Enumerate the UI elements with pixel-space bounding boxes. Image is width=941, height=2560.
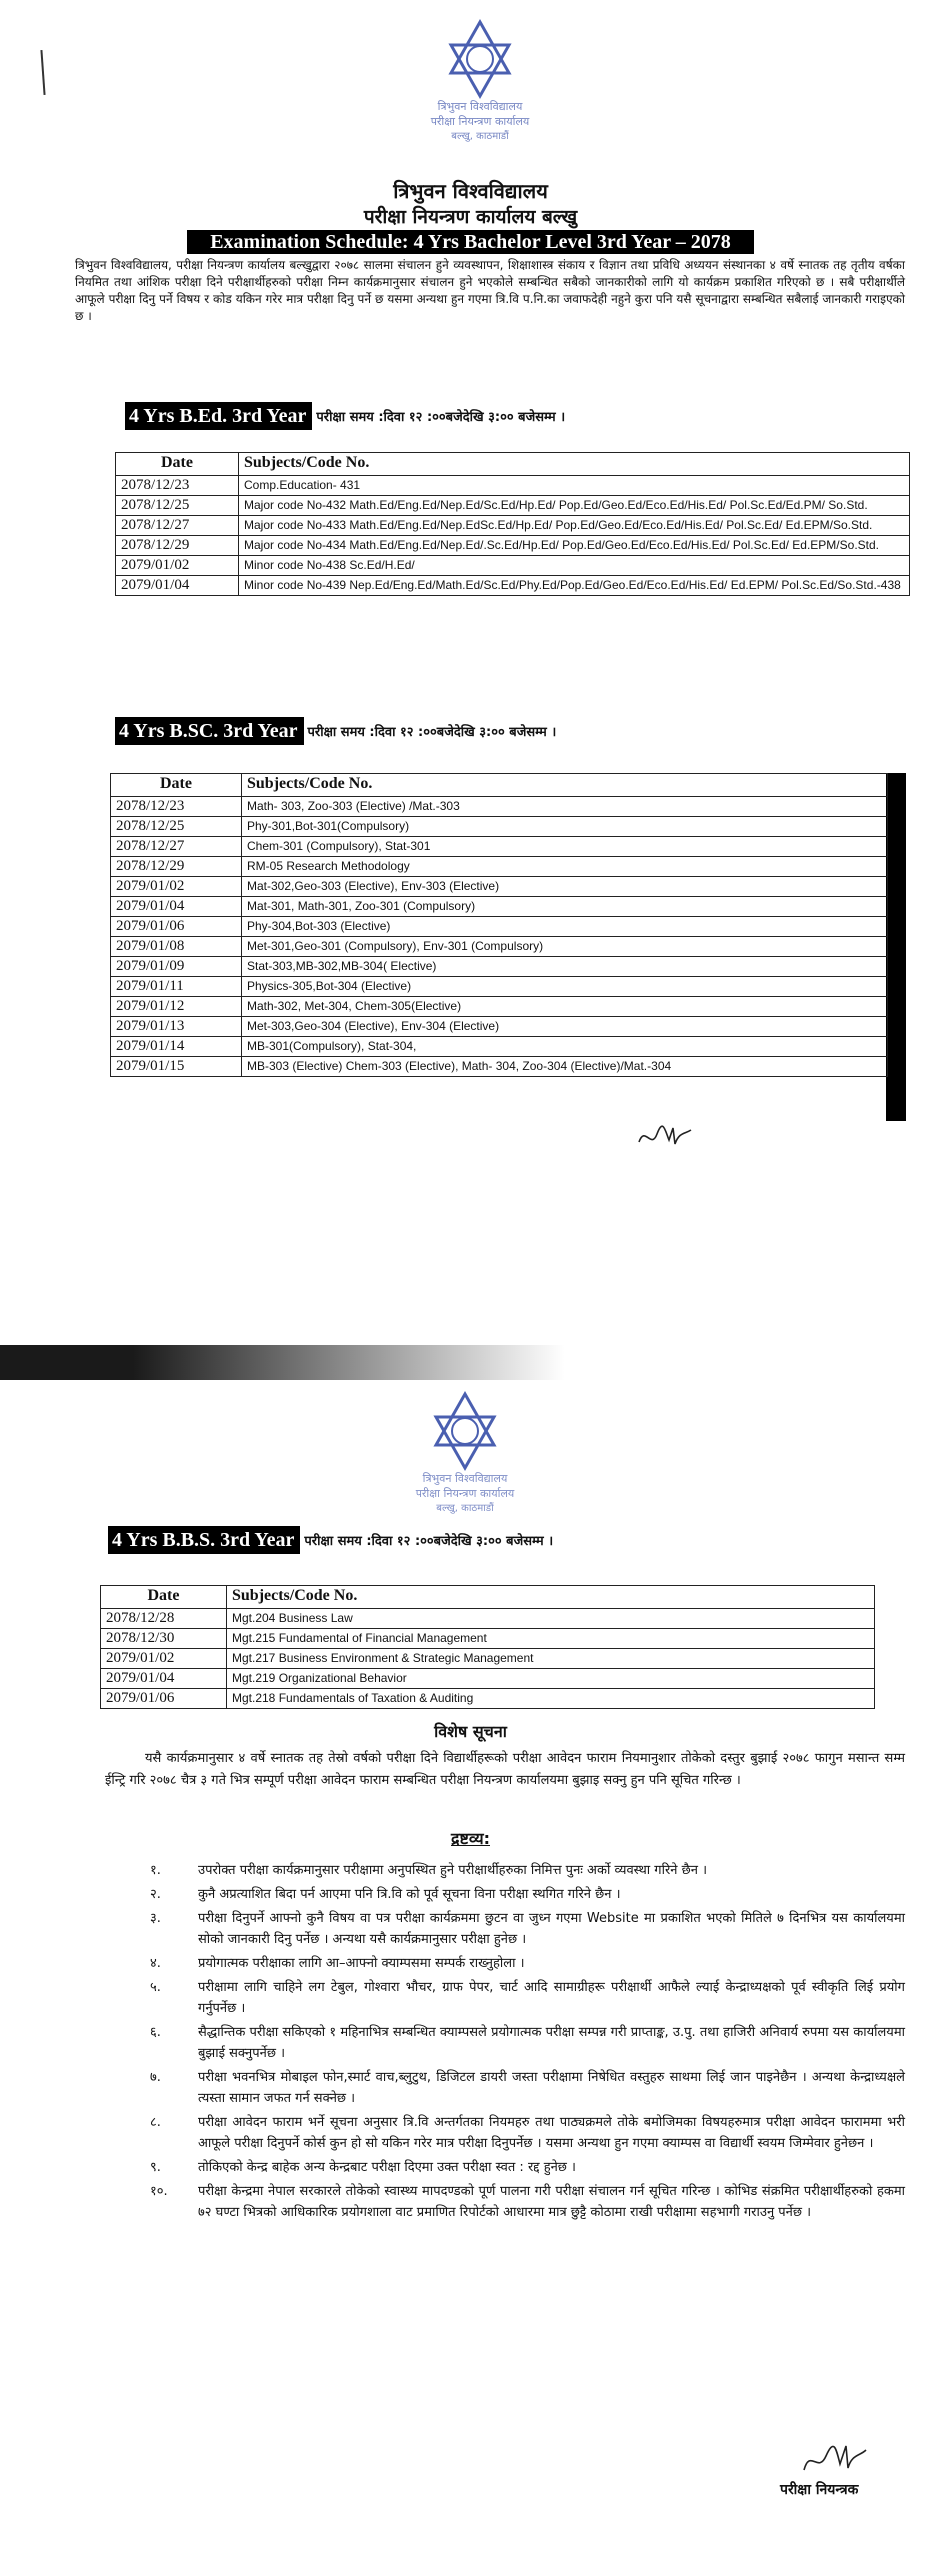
- exam-date: 2078/12/27: [111, 837, 242, 857]
- note-number: १०.: [150, 2184, 168, 2199]
- exam-subject: Comp.Education- 431: [239, 476, 910, 496]
- date-column-header: Date: [111, 774, 242, 797]
- office-seal-logo: [390, 1390, 540, 1515]
- exam-date: 2079/01/09: [111, 957, 242, 977]
- table-row: [111, 1057, 888, 1077]
- bsc-section-tag: 4 Yrs B.SC. 3rd Year: [115, 717, 304, 745]
- note-text: सैद्धान्तिक परीक्षा सकिएको १ महिनाभित्र सम्बन्धित क्याम्पसले प्रयोगात्मक परीक्षा सम्पन्न गरी प्राप्ताङ्क, उ.पु. तथा हाजिरी अनिवार्य रुपमा यस कार्यालयमा बुझाई सक्नुपर्नेछ ।: [198, 2025, 905, 2061]
- date-column-header: Date: [101, 1586, 227, 1609]
- exam-subject: Mgt.219 Organizational Behavior: [227, 1669, 875, 1689]
- exam-subject: Mat-301, Math-301, Zoo-301 (Compulsory): [242, 897, 888, 917]
- office-name: परीक्षा नियन्त्रण कार्यालय बल्खु: [363, 206, 578, 228]
- university-seal-logo: [405, 18, 555, 143]
- svg-text:बल्खु, काठमाडौं: बल्खु, काठमाडौं: [436, 1503, 494, 1514]
- note-number: ३.: [150, 1911, 161, 1926]
- exam-subject: Phy-301,Bot-301(Compulsory): [242, 817, 888, 837]
- table-row: [116, 556, 910, 576]
- exam-date: 2079/01/06: [111, 917, 242, 937]
- list-item: [150, 2181, 905, 2223]
- exam-date: 2079/01/12: [111, 997, 242, 1017]
- note-number: ९.: [150, 2160, 161, 2175]
- note-number: ७.: [150, 2070, 161, 2085]
- signature-1: [635, 1120, 695, 1155]
- exam-subject: Stat-303,MB-302,MB-304( Elective): [242, 957, 888, 977]
- exam-subject: MB-301(Compulsory), Stat-304,: [242, 1037, 888, 1057]
- exam-date: 2079/01/02: [116, 556, 239, 576]
- exam-schedule-title: Examination Schedule: 4 Yrs Bachelor Level 3rd Year – 2078: [187, 230, 754, 254]
- table-row: [101, 1609, 875, 1629]
- note-number: ८.: [150, 2115, 161, 2130]
- svg-text:त्रिभुवन विश्वविद्यालय: त्रिभुवन विश्वविद्यालय: [422, 1472, 508, 1485]
- exam-date: 2078/12/23: [111, 797, 242, 817]
- note-number: २.: [150, 1887, 161, 1902]
- note-text: परीक्षा दिनुपर्ने आफ्नो कुनै विषय वा पत्र परीक्षा कार्यक्रममा छुटन वा जुध्न गएमा Website मा प्रकाशित भएको मितिले ७ दिनभित्र यस कार्यालयमा सोको जानकारी दिनु पर्नेछ । अन्यथा यसै कार्यक्रमानुसार परीक्षा हुनेछ ।: [198, 1911, 905, 1947]
- table-row: [111, 917, 888, 937]
- note-text: कुनै अप्रत्याशित बिदा पर्न आएमा पनि त्रि.वि को पूर्व सूचना विना परीक्षा स्थगित गरिने छैन ।: [198, 1887, 621, 1902]
- table-row: [111, 1017, 888, 1037]
- exam-date: 2079/01/08: [111, 937, 242, 957]
- bed-section-tag: 4 Yrs B.Ed. 3rd Year: [125, 402, 312, 430]
- table-header-row: [116, 453, 910, 476]
- list-item: [150, 2112, 905, 2154]
- exam-subject: Minor code No-438 Sc.Ed/H.Ed/: [239, 556, 910, 576]
- note-number: ४.: [150, 1956, 161, 1971]
- svg-text:त्रिभुवन विश्वविद्यालय: त्रिभुवन विश्वविद्यालय: [437, 100, 523, 113]
- exam-subject: Major code No-434 Math.Ed/Eng.Ed/Nep.Ed/.Sc.Ed/Hp.Ed/ Pop.Ed/Geo.Ed/Eco.Ed/His.Ed/ Pol.Sc.Ed/ Ed.EPM/So.Std.: [239, 536, 910, 556]
- note-number: ६.: [150, 2025, 161, 2040]
- table-row: [101, 1689, 875, 1709]
- notes-title: द्रष्टव्य:: [451, 1829, 490, 1848]
- scan-edge-shadow: [0, 1345, 941, 1380]
- exam-subject: RM-05 Research Methodology: [242, 857, 888, 877]
- table-row: [116, 536, 910, 556]
- table-header-row: [101, 1586, 875, 1609]
- exam-date: 2078/12/25: [111, 817, 242, 837]
- svg-text:परीक्षा नियन्त्रण कार्यालय: परीक्षा नियन्त्रण कार्यालय: [430, 115, 530, 128]
- list-item: [150, 1977, 905, 2019]
- table-row: [111, 817, 888, 837]
- table-row: [111, 857, 888, 877]
- bed-exam-time: परीक्षा समय :दिवा १२ :००बजेदेखि ३:०० बजेसम्म ।: [316, 410, 566, 425]
- subject-column-header: Subjects/Code No.: [242, 774, 888, 797]
- note-text: परीक्षा केन्द्रमा नेपाल सरकारले तोकेको स्वास्थ्य मापदण्डको पूर्ण पालना गरी परीक्षा संचालन गर्न सूचित गरिन्छ । कोभिड संक्रमित परीक्षार्थीहरुको हकमा ७२ घण्टा भित्रको आधिकारिक प्रयोगशाला वाट प्रमाणित रिपोर्टको आधारमा मात्र छुट्टै कोठामा राखी परीक्षामा सहभागी गराउनु पर्नेछ ।: [198, 2184, 905, 2220]
- exam-date: 2078/12/30: [101, 1629, 227, 1649]
- exam-subject: MB-303 (Elective) Chem-303 (Elective), Math- 304, Zoo-304 (Elective)/Mat.-304: [242, 1057, 888, 1077]
- list-item: [150, 2157, 905, 2178]
- bed-section-heading: [125, 402, 565, 430]
- svg-text:परीक्षा नियन्त्रण कार्यालय: परीक्षा नियन्त्रण कार्यालय: [415, 1487, 515, 1500]
- date-column-header: Date: [116, 453, 239, 476]
- list-item: [150, 1953, 905, 1974]
- bbs-exam-time: परीक्षा समय :दिवा १२ :००बजेदेखि ३:०० बजेसम्म ।: [304, 1534, 554, 1549]
- special-notice-title: विशेष सूचना: [434, 1722, 507, 1741]
- exam-subject: Major code No-432 Math.Ed/Eng.Ed/Nep.Ed/Sc.Ed/Hp.Ed/ Pop.Ed/Geo.Ed/Eco.Ed/His.Ed/ Pol.Sc.Ed/Ed.PM/ So.Std.: [239, 496, 910, 516]
- exam-date: 2079/01/11: [111, 977, 242, 997]
- note-text: परीक्षा भवनभित्र मोबाइल फोन,स्मार्ट वाच,ब्लुटुथ, डिजिटल डायरी जस्ता परीक्षामा निषेधित वस्तुहरु साथमा लिई जान पाइनेछैन । अन्यथा केन्द्राध्यक्षले त्यस्ता सामान जफत गर्न सक्नेछ ।: [198, 2070, 905, 2106]
- university-name: त्रिभुवन विश्वविद्यालय: [393, 179, 548, 203]
- exam-date: 2079/01/02: [111, 877, 242, 897]
- exam-date: 2079/01/04: [116, 576, 239, 596]
- table-row: [111, 937, 888, 957]
- table-row: [111, 997, 888, 1017]
- table-row: [111, 797, 888, 817]
- exam-subject: Mat-302,Geo-303 (Elective), Env-303 (Elective): [242, 877, 888, 897]
- bsc-schedule-table: [110, 773, 888, 1077]
- list-item: [150, 1908, 905, 1950]
- exam-date: 2079/01/04: [101, 1669, 227, 1689]
- table-row: [101, 1669, 875, 1689]
- exam-subject: Mgt.215 Fundamental of Financial Management: [227, 1629, 875, 1649]
- notes-list: [150, 1860, 905, 2226]
- bsc-exam-time: परीक्षा समय :दिवा १२ :००बजेदेखि ३:०० बजेसम्म ।: [307, 725, 557, 740]
- exam-subject: Phy-304,Bot-303 (Elective): [242, 917, 888, 937]
- table-row: [101, 1649, 875, 1669]
- bsc-section-heading: [115, 717, 556, 745]
- exam-subject: Met-303,Geo-304 (Elective), Env-304 (Elective): [242, 1017, 888, 1037]
- bbs-schedule-table: [100, 1585, 875, 1709]
- table-row: [111, 877, 888, 897]
- exam-date: 2078/12/25: [116, 496, 239, 516]
- list-item: [150, 2022, 905, 2064]
- exam-subject: Math-302, Met-304, Chem-305(Elective): [242, 997, 888, 1017]
- table-row: [116, 576, 910, 596]
- table-row: [116, 476, 910, 496]
- bed-schedule-table: [115, 452, 910, 596]
- exam-date: 2078/12/29: [111, 857, 242, 877]
- table-row: [116, 516, 910, 536]
- exam-date: 2079/01/02: [101, 1649, 227, 1669]
- exam-subject: Mgt.217 Business Environment & Strategic Management: [227, 1649, 875, 1669]
- scan-edge-bar: [886, 773, 906, 1121]
- table-row: [111, 957, 888, 977]
- exam-date: 2079/01/13: [111, 1017, 242, 1037]
- table-row: [111, 977, 888, 997]
- exam-subject: Minor code No-439 Nep.Ed/Eng.Ed/Math.Ed/Sc.Ed/Phy.Ed/Pop.Ed/Geo.Ed/Eco.Ed/His.Ed/ Ed.EPM/ Pol.Sc.Ed/So.Std.-438: [239, 576, 910, 596]
- exam-subject: Mgt.204 Business Law: [227, 1609, 875, 1629]
- controller-signature: [800, 2440, 870, 2480]
- exam-date: 2078/12/27: [116, 516, 239, 536]
- exam-date: 2078/12/29: [116, 536, 239, 556]
- exam-date: 2078/12/28: [101, 1609, 227, 1629]
- note-text: परीक्षामा लागि चाहिने लग टेबुल, गोश्वारा भौचर, ग्राफ पेपर, चार्ट आदि सामाग्रीहरू परीक्षार्थी आफैले ल्याई केन्द्राध्यक्षको पूर्व स्वीकृति लिई प्रयोग गर्नुपर्नेछ ।: [198, 1980, 905, 2016]
- note-text: प्रयोगात्मक परीक्षाका लागि आ–आफ्नो क्याम्पसमा सम्पर्क राख्नुहोला ।: [198, 1956, 525, 1971]
- note-text: परीक्षा आवेदन फाराम भर्ने सूचना अनुसार त्रि.वि अन्तर्गतका नियमहरु तथा पाठ्यक्रमले तोके बमोजिमका विषयहरुमात्र परीक्षा आवेदन फाराममा भरी आफूले परीक्षा दिनुपर्ने कोर्स कुन हो सो यकिन गरेर मात्र परीक्षा दिनुपर्नेछ । यसमा अन्यथा हुन गएमा क्याम्पस वा विद्यार्थी स्वयम जिम्मेवार हुनेछन ।: [198, 2115, 905, 2151]
- subject-column-header: Subjects/Code No.: [227, 1586, 875, 1609]
- special-notice-paragraph: यसै कार्यक्रमानुसार ४ वर्षे स्नातक तह तेस्रो वर्षको परीक्षा दिने विद्यार्थीहरूको परीक्षा आवेदन फाराम नियमानुशार तोकेको दस्तुर बुझाई २०७८ फागुन मसान्त सम्म ईन्ट्रि गरि २०७८ चैत्र ३ गते भित्र सम्पूर्ण परीक्षा आवेदन फाराम सम्बन्धित परीक्षा नियन्त्रण कार्यालयमा बुझाइ सक्नु हुन पनि सूचित गरिन्छ ।: [105, 1751, 905, 1788]
- exam-subject: Major code No-433 Math.Ed/Eng.Ed/Nep.EdSc.Ed/Hp.Ed/ Pop.Ed/Geo.Ed/Eco.Ed/His.Ed/ Pol.Sc.Ed/ Ed.EPM/So.Std.: [239, 516, 910, 536]
- exam-date: 2079/01/06: [101, 1689, 227, 1709]
- table-row: [111, 897, 888, 917]
- list-item: [150, 1860, 905, 1881]
- exam-subject: Met-301,Geo-301 (Compulsory), Env-301 (Compulsory): [242, 937, 888, 957]
- list-item: [150, 2067, 905, 2109]
- note-number: १.: [150, 1863, 161, 1878]
- exam-subject: Mgt.218 Fundamentals of Taxation & Auditing: [227, 1689, 875, 1709]
- table-row: [111, 837, 888, 857]
- exam-date: 2079/01/04: [111, 897, 242, 917]
- exam-date: 2078/12/23: [116, 476, 239, 496]
- note-number: ५.: [150, 1980, 161, 1995]
- table-row: [101, 1629, 875, 1649]
- exam-subject: Physics-305,Bot-304 (Elective): [242, 977, 888, 997]
- exam-subject: Math- 303, Zoo-303 (Elective) /Mat.-303: [242, 797, 888, 817]
- note-text: उपरोक्त परीक्षा कार्यक्रमानुसार परीक्षामा अनुपस्थित हुने परीक्षार्थीहरुका निमित्त पुनः अर्को व्यवस्था गरिने छैन ।: [198, 1863, 708, 1878]
- intro-paragraph: त्रिभुवन विश्वविद्यालय, परीक्षा नियन्त्रण कार्यालय बल्खुद्वारा २०७८ सालमा संचालन हुने व्यवस्थापन, शिक्षाशास्त्र संकाय र विज्ञान तथा प्रविधि अध्ययन संस्थानका ४ वर्षे स्नातक तह तृतीय वर्षका नियमित तथा आंशिक परीक्षा दिने परीक्षार्थीहरुको परीक्षा निम्न कार्यक्रमानुसार संचालन हुने भएकोले सम्बन्धित सबैको जानकारीको लागि यो कार्यक्रम प्रकाशित गरिएको छ । सबै परीक्षार्थीले आफूले परीक्षा दिनु पर्ने विषय र कोड यकिन गरेर मात्र परीक्षा दिनु पर्ने छ यसमा अन्यथा हुन गएमा त्रि.वि प.नि.का जवाफदेही नहुने कुरा पनि यसै सूचनाद्वारा सम्बन्धित सबैलाई जानकारी गराइएको छ ।: [75, 258, 905, 323]
- subject-column-header: Subjects/Code No.: [239, 453, 910, 476]
- table-row: [111, 1037, 888, 1057]
- table-row: [116, 496, 910, 516]
- exam-date: 2079/01/15: [111, 1057, 242, 1077]
- exam-subject: Chem-301 (Compulsory), Stat-301: [242, 837, 888, 857]
- list-item: [150, 1884, 905, 1905]
- bbs-section-tag: 4 Yrs B.B.S. 3rd Year: [108, 1526, 300, 1554]
- bbs-section-heading: [108, 1526, 553, 1554]
- pen-mark: [40, 50, 45, 95]
- exam-controller-label: परीक्षा नियन्त्रक: [780, 2482, 859, 2498]
- table-header-row: [111, 774, 888, 797]
- exam-date: 2079/01/14: [111, 1037, 242, 1057]
- note-text: तोकिएको केन्द्र बाहेक अन्य केन्द्रबाट परीक्षा दिएमा उक्त परीक्षा स्वत : रद्द हुनेछ ।: [198, 2160, 576, 2175]
- svg-text:बल्खु, काठमाडौं: बल्खु, काठमाडौं: [451, 131, 509, 142]
